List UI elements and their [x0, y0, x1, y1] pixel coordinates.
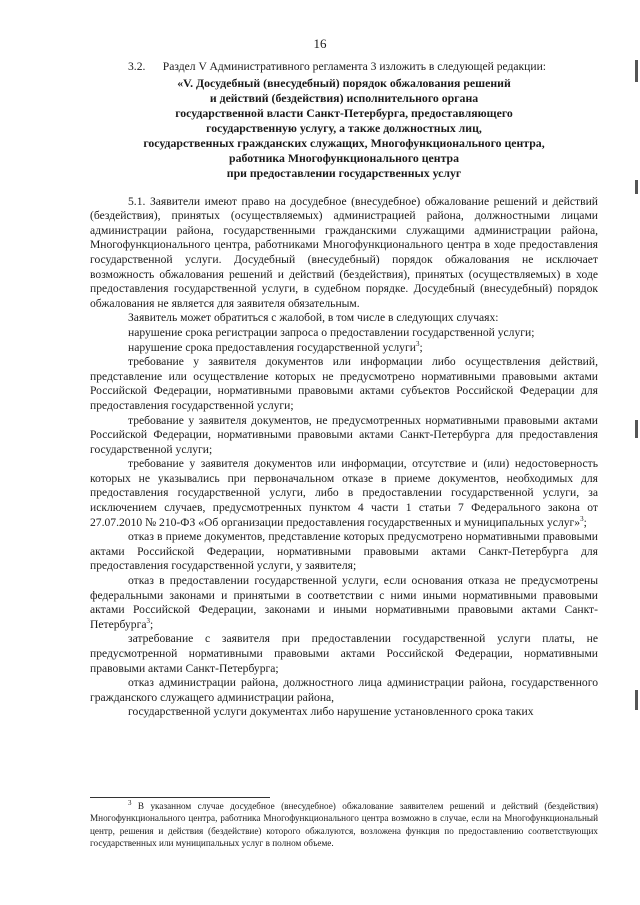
footnote-marker: 3 — [128, 798, 132, 807]
paragraph: отказ в приеме документов, представление которых предусмотрено нормативными правовыми актами Российской Федерации, нормативными правовыми актами Санкт-Петербурга для предоставления государственной услуги, у заявителя; — [90, 530, 598, 573]
paragraph-text: нарушение срока предоставления государственной услуги — [128, 340, 416, 354]
scan-edge-mark — [635, 180, 638, 194]
heading-line: «V. Досудебный (внесудебный) порядок обжалования решений — [177, 75, 511, 90]
paragraph — [90, 457, 598, 530]
section-heading — [90, 76, 598, 181]
scan-edge-mark — [635, 690, 638, 710]
paragraph-tail: ; — [583, 515, 587, 529]
paragraph: требование у заявителя документов, не предусмотренных нормативными правовыми актами Российской Федерации, нормативными правовыми актами Санкт-Петербурга для предоставления государственной услуги; — [90, 413, 598, 456]
intro-paragraph: 3.2. Раздел V Административного регламента 3 изложить в следующей редакции: — [128, 60, 547, 73]
page-number: 16 — [313, 36, 327, 51]
heading-line: при предоставлении государственных услуг — [226, 165, 462, 180]
paragraph-tail: ; — [419, 340, 423, 354]
heading-line: государственной власти Санкт-Петербурга, предоставляющего — [175, 105, 513, 120]
document-body — [90, 60, 598, 720]
paragraph-text: требование у заявителя документов или информации, отсутствие и (или) недостоверность которых не указывались при первоначальном отказе в приеме документов, необходимых для предоставления государственной услуги, либо в предоставлении государственной услуги, за исключением случаев, предусмотренных пунктом 4 части 1 статьи 7 Федерального закона от 27.07.2010 № 210-ФЗ «Об организации предоставления государственных и муниципальных услуг» — [90, 457, 598, 529]
heading-line: работника Многофункционального центра — [229, 150, 459, 165]
heading-line: и действий (бездействия) исполнительного органа — [209, 90, 479, 105]
paragraph: отказ администрации района, должностного лица администрации района, государственного гражданского служащего администрации района, — [90, 676, 598, 704]
scan-edge-mark — [635, 420, 638, 438]
paragraph: затребование с заявителя при предоставлении государственной услуги платы, не предусмотренной нормативными правовыми актами Российской Федерации, нормативными правовыми актами Санкт-Петербурга; — [90, 632, 598, 675]
footnote-ref: 3 — [146, 616, 150, 625]
footnote — [90, 800, 598, 850]
paragraph-text: отказ в предоставлении государственной услуги, если основания отказа не предусмотрены федеральными законами и принятыми в соответствии с ними иными нормативными правовыми актами Российской Федерации, законами и иными нормативными правовыми актами Санкт-Петербурга — [90, 574, 598, 631]
paragraph-tail: ; — [149, 617, 154, 631]
paragraph: Заявитель может обратиться с жалобой, в том числе в следующих случаях: — [128, 311, 499, 325]
paragraph: нарушение срока регистрации запроса о предоставлении государственной услуги; — [128, 325, 535, 339]
paragraph: требование у заявителя документов или информации либо осуществления действий, представление или осуществление которых не предусмотрено нормативными правовыми актами Российской Федерации, нормативными правовыми актами субъектов Российской Федерации для предоставления государственной услуги; — [90, 355, 598, 412]
paragraph: государственной услуги документах либо нарушение установленного срока таких — [128, 705, 534, 719]
scan-edge-mark — [635, 60, 638, 82]
heading-line: государственную услугу, а также должностных лиц, — [206, 120, 482, 135]
paragraph — [90, 574, 598, 632]
footnote-divider — [90, 797, 270, 798]
heading-line: государственных гражданских служащих, Многофункционального центра, — [143, 135, 545, 150]
footnote-ref: 3 — [415, 339, 420, 348]
footnote-text: В указанном случае досудебное (внесудебное) обжалование заявителем решений и действий (бездействия) Многофункционального центра, работника Многофункционального центра возможно в случае, если на Многофункциональный центр, решения и действия (бездействие) которого обжалуются, возложена функция по предоставлению соответствующих государственных или муниципальных услуг в полном объеме. — [90, 801, 598, 849]
footnote-ref: 3 — [580, 514, 584, 523]
paragraph: 5.1. Заявители имеют право на досудебное (внесудебное) обжалование решений и действий (бездействия), принятых (осуществляемых) администрацией района, должностными лицами администрации района, государственными гражданскими служащими администрации района, Многофункционального центра, работниками Многофункционального центра в ходе предоставления государственной услуги. Досудебный (внесудебный) порядок обжалования не исключает возможность обжалования решений и действий (бездействия), принятых (осуществляемых) в ходе предоставления государственной услуги, в судебном порядке. Досудебный (внесудебный) порядок обжалования не является для заявителя обязательным. — [90, 194, 598, 310]
paragraph — [90, 341, 598, 356]
